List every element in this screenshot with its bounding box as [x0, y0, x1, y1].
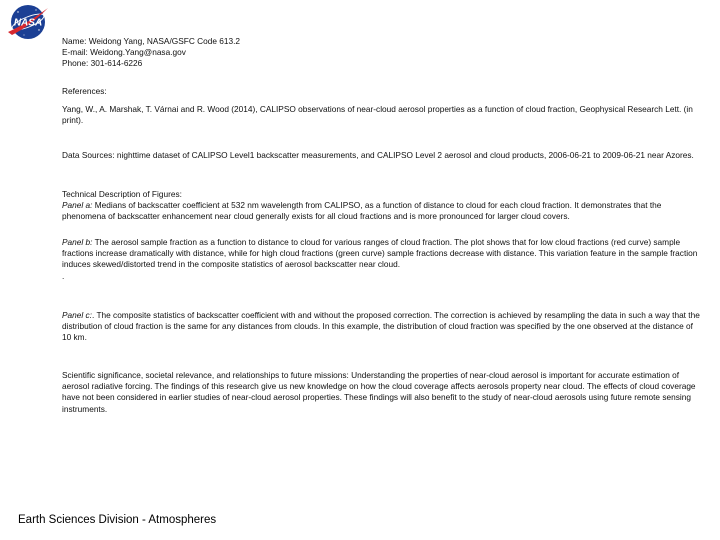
- contact-email[interactable]: E-mail: Weidong.Yang@nasa.gov: [62, 47, 186, 58]
- contact-name: Name: Weidong Yang, NASA/GSFC Code 613.2: [62, 36, 241, 46]
- panel-a-label: Panel a:: [62, 200, 93, 211]
- data-sources-text: Data Sources: nighttime dataset of CALIPSO Level1 backscatter measurements, and CALIPSO Level 2 aerosol and cloud products, 2006-06-21 to 2009-06-21 near Azores.: [62, 150, 694, 160]
- contact-block: [62, 36, 702, 70]
- contact-phone: Phone: 301-614-6226: [62, 58, 143, 69]
- nasa-logo: [6, 2, 50, 42]
- nasa-logo-text: NASA: [13, 17, 43, 29]
- panel-a-text: Medians of backscatter coefficient at 532 nm wavelength from CALIPSO, as a function of distance to cloud for each cloud fraction. It demonstrates that the phenomena of backscatter enhancement near cloud generally exists for all cloud fractions and is more pronounced for larger cloud covers.: [62, 200, 662, 222]
- references-text: Yang, W., A. Marshak, T. Várnai and R. Wood (2014), CALIPSO observations of near-cloud aerosol properties as a function of cloud fraction, Geophysical Research Lett. (in print).: [62, 104, 693, 126]
- panel-b-paragraph: [62, 237, 702, 271]
- footer-division-label: Earth Sciences Division - Atmospheres: [18, 514, 217, 526]
- panel-b-dot: .: [62, 270, 65, 281]
- data-sources-block: [62, 150, 702, 161]
- panel-b-text: The aerosol sample fraction as a function to distance to cloud for various ranges of cloud fraction. The plot shows that for low cloud fractions (red curve) sample fractions increase dramatically with distance, while for high cloud fractions (green curve) sample fractions decrease with distance. This variation feature in the sample fraction induces skewed/distorted trend in the composite statistics of aerosol backscatter near cloud.: [62, 237, 698, 270]
- panel-b-block: [62, 237, 702, 282]
- significance-text: Scientific significance, societal relevance, and relationships to future missions: Understanding the properties of near-cloud aerosol is important for accurate estimation of aerosol radiative forcing. The findings of this research give us new knowledge on how the cloud coverage affects aerosols property near cloud. The effects of cloud coverage have not been considered in earlier studies of near-cloud aerosol properties. These findings will also benefit to the study of near-cloud aerosols using future remote sensing instruments.: [62, 370, 696, 414]
- references-block: [62, 86, 702, 97]
- panel-c-block: [62, 310, 702, 344]
- panel-b-label: Panel b:: [62, 237, 93, 247]
- technical-heading: Technical Description of Figures:: [62, 189, 182, 199]
- panel-c-text: . The composite statistics of backscatter coefficient with and without the proposed correction. The correction is achieved by resampling the data in such a way that the distribution of cloud fraction is the same for any distances from clouds. In this example, the distribution of cloud fraction was specified by the one observed at the distance of 10 km.: [62, 310, 700, 343]
- panel-c-paragraph: [62, 310, 702, 344]
- panel-a-paragraph: [62, 200, 702, 222]
- references-heading: References:: [62, 86, 107, 96]
- significance-block: [62, 370, 702, 415]
- panel-c-label: Panel c:: [62, 310, 92, 320]
- references-text-block: [62, 104, 702, 126]
- technical-description-block: [62, 189, 702, 223]
